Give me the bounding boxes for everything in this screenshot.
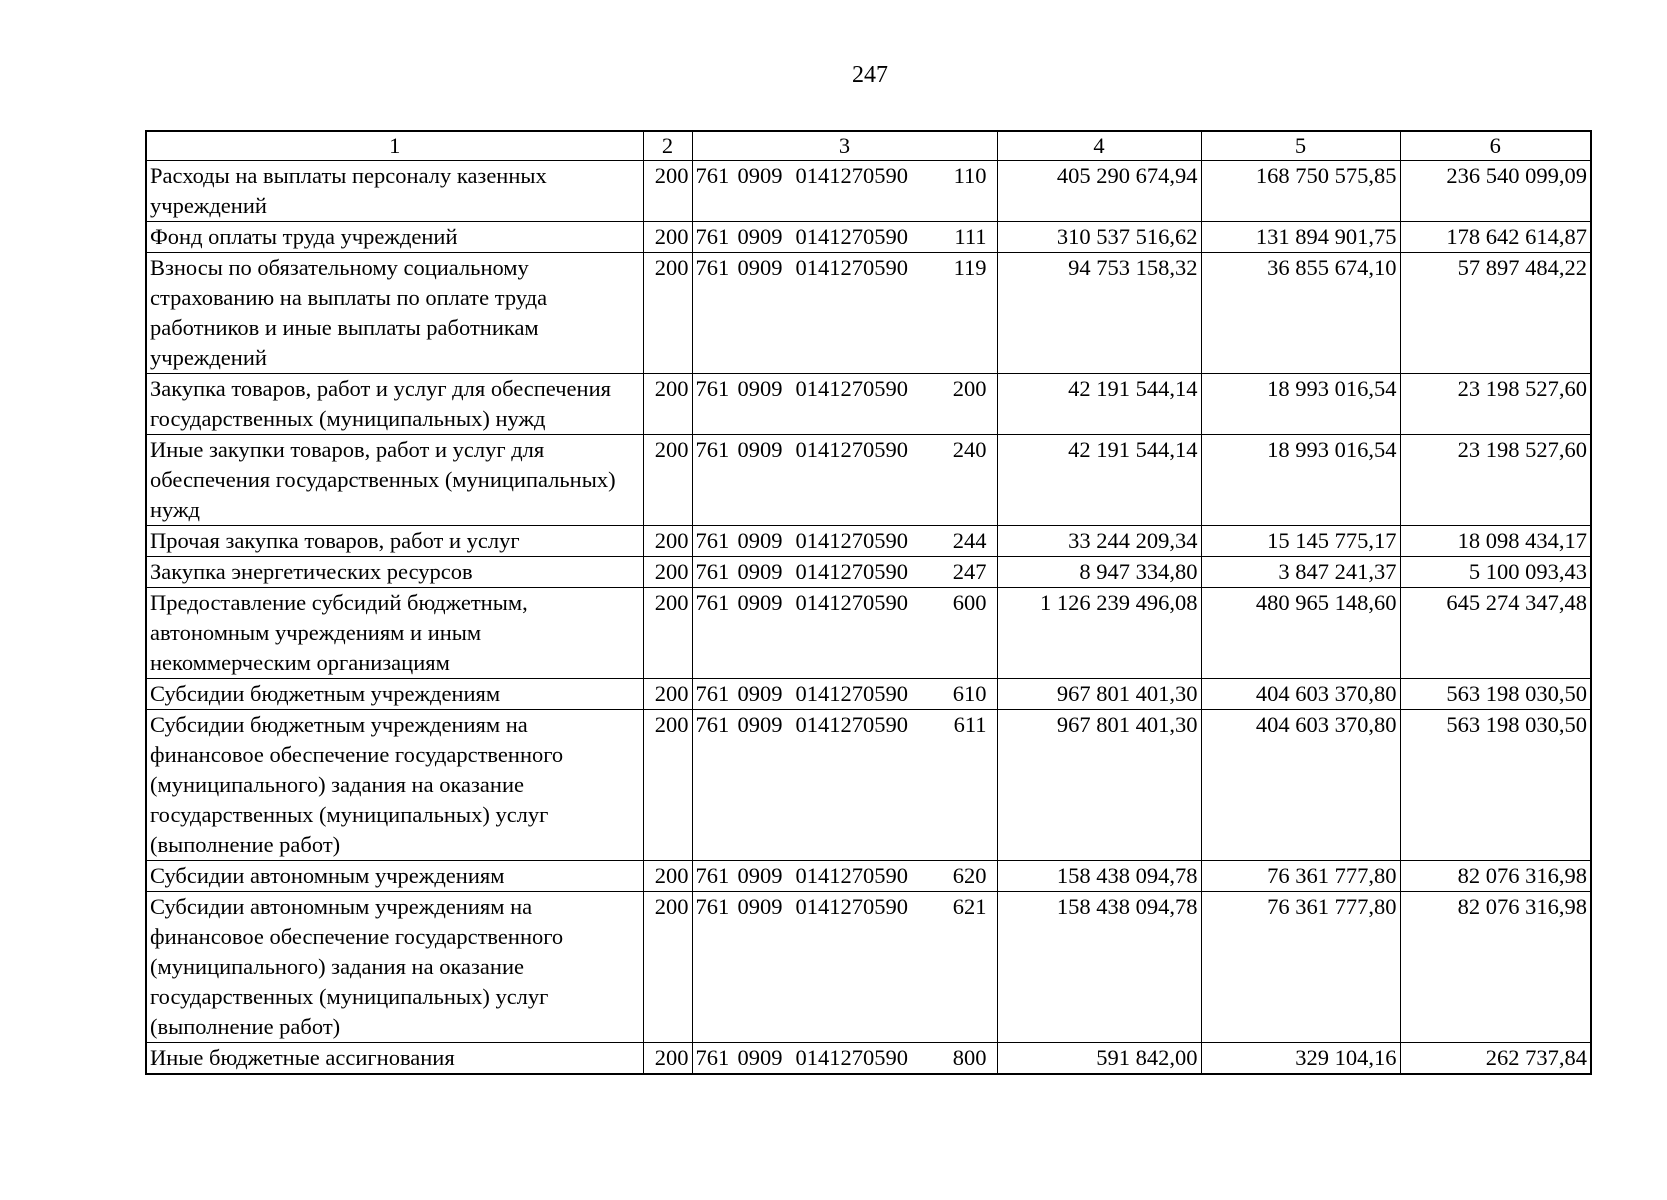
- table-row: [146, 222, 1591, 253]
- amount-cell: 82 076 316,98: [1400, 892, 1591, 1043]
- code-cell: 200: [643, 222, 692, 253]
- classification-code-cell: [692, 526, 997, 557]
- amount-cell: 94 753 158,32: [997, 253, 1201, 374]
- amount-cell: 82 076 316,98: [1400, 861, 1591, 892]
- expense-name-cell: Иные бюджетные ассигнования: [146, 1043, 643, 1075]
- code-part: 761: [695, 163, 730, 188]
- amount-cell: 42 191 544,14: [997, 435, 1201, 526]
- code-part: 247: [952, 559, 987, 584]
- column-header: 1: [146, 131, 643, 161]
- code-part: 761: [695, 528, 730, 553]
- code-part: 0141270590: [795, 863, 908, 888]
- column-header: 4: [997, 131, 1201, 161]
- code-part: 111: [954, 224, 987, 249]
- code-part: 240: [952, 437, 987, 462]
- amount-cell: 18 993 016,54: [1201, 374, 1400, 435]
- amount-cell: 158 438 094,78: [997, 861, 1201, 892]
- code-part: 0909: [737, 712, 783, 737]
- column-header: 5: [1201, 131, 1400, 161]
- expense-name-cell: Иные закупки товаров, работ и услуг для обеспечения государственных (муниципальных) нужд: [146, 435, 643, 526]
- code-part: 0141270590: [795, 590, 908, 615]
- classification-code-cell: [692, 435, 997, 526]
- amount-cell: 18 098 434,17: [1400, 526, 1591, 557]
- expense-name-cell: Фонд оплаты труда учреждений: [146, 222, 643, 253]
- code-part: 761: [695, 255, 730, 280]
- code-part: 761: [695, 863, 730, 888]
- code-cell: 200: [643, 588, 692, 679]
- code-part: 0141270590: [795, 376, 908, 401]
- code-cell: 200: [643, 161, 692, 222]
- table-row: [146, 679, 1591, 710]
- amount-cell: 57 897 484,22: [1400, 253, 1591, 374]
- amount-cell: 563 198 030,50: [1400, 679, 1591, 710]
- expense-name-cell: Предоставление субсидий бюджетным, автономным учреждениям и иным некоммерческим организациям: [146, 588, 643, 679]
- code-part: 0909: [737, 376, 783, 401]
- code-cell: 200: [643, 710, 692, 861]
- classification-code-cell: [692, 161, 997, 222]
- table-row: [146, 861, 1591, 892]
- amount-cell: 168 750 575,85: [1201, 161, 1400, 222]
- header-row: [146, 131, 1591, 161]
- code-part: 0141270590: [795, 163, 908, 188]
- classification-code-cell: [692, 710, 997, 861]
- amount-cell: 3 847 241,37: [1201, 557, 1400, 588]
- classification-code-cell: [692, 374, 997, 435]
- expense-name-cell: Субсидии бюджетным учреждениям: [146, 679, 643, 710]
- table-row: [146, 710, 1591, 861]
- classification-code-cell: [692, 557, 997, 588]
- amount-cell: 967 801 401,30: [997, 679, 1201, 710]
- classification-code-cell: [692, 861, 997, 892]
- expense-name-cell: Расходы на выплаты персоналу казенных учреждений: [146, 161, 643, 222]
- code-cell: 200: [643, 861, 692, 892]
- code-part: 0909: [737, 559, 783, 584]
- amount-cell: 42 191 544,14: [997, 374, 1201, 435]
- code-part: 0141270590: [795, 437, 908, 462]
- code-part: 761: [695, 376, 730, 401]
- classification-code-cell: [692, 892, 997, 1043]
- amount-cell: 23 198 527,60: [1400, 435, 1591, 526]
- amount-cell: 23 198 527,60: [1400, 374, 1591, 435]
- amount-cell: 36 855 674,10: [1201, 253, 1400, 374]
- table-row: [146, 161, 1591, 222]
- code-cell: 200: [643, 1043, 692, 1075]
- amount-cell: 131 894 901,75: [1201, 222, 1400, 253]
- code-part: 761: [695, 224, 730, 249]
- code-part: 761: [695, 590, 730, 615]
- amount-cell: 8 947 334,80: [997, 557, 1201, 588]
- classification-code-cell: [692, 679, 997, 710]
- amount-cell: 76 361 777,80: [1201, 892, 1400, 1043]
- table-row: [146, 374, 1591, 435]
- table-row: [146, 557, 1591, 588]
- expense-name-cell: Взносы по обязательному социальному страхованию на выплаты по оплате труда работников и иные выплаты работникам учреждений: [146, 253, 643, 374]
- expense-name-cell: Закупка товаров, работ и услуг для обеспечения государственных (муниципальных) нужд: [146, 374, 643, 435]
- code-part: 611: [953, 712, 987, 737]
- code-part: 0909: [737, 224, 783, 249]
- amount-cell: 236 540 099,09: [1400, 161, 1591, 222]
- amount-cell: 5 100 093,43: [1400, 557, 1591, 588]
- code-part: 0909: [737, 163, 783, 188]
- code-part: 610: [952, 681, 987, 706]
- amount-cell: 404 603 370,80: [1201, 710, 1400, 861]
- code-cell: 200: [643, 374, 692, 435]
- code-part: 620: [952, 863, 987, 888]
- classification-code-cell: [692, 588, 997, 679]
- code-part: 0909: [737, 1045, 783, 1070]
- expense-name-cell: Субсидии автономным учреждениям: [146, 861, 643, 892]
- code-part: 244: [952, 528, 987, 553]
- code-part: 0909: [737, 528, 783, 553]
- column-header: 3: [692, 131, 997, 161]
- code-part: 0141270590: [795, 1045, 908, 1070]
- code-part: 761: [695, 894, 730, 919]
- classification-code-cell: [692, 222, 997, 253]
- amount-cell: 645 274 347,48: [1400, 588, 1591, 679]
- amount-cell: 178 642 614,87: [1400, 222, 1591, 253]
- code-part: 0909: [737, 255, 783, 280]
- table-row: [146, 526, 1591, 557]
- amount-cell: 405 290 674,94: [997, 161, 1201, 222]
- code-part: 0909: [737, 681, 783, 706]
- code-part: 119: [953, 255, 987, 280]
- code-part: 0909: [737, 590, 783, 615]
- amount-cell: 76 361 777,80: [1201, 861, 1400, 892]
- expense-name-cell: Субсидии автономным учреждениям на финансовое обеспечение государственного (муниципального) задания на оказание государственных (муниципальных) услуг (выполнение работ): [146, 892, 643, 1043]
- amount-cell: 967 801 401,30: [997, 710, 1201, 861]
- amount-cell: 33 244 209,34: [997, 526, 1201, 557]
- page-number: 247: [852, 62, 888, 88]
- column-header: 2: [643, 131, 692, 161]
- table-row: [146, 892, 1591, 1043]
- code-part: 800: [952, 1045, 987, 1070]
- amount-cell: 480 965 148,60: [1201, 588, 1400, 679]
- amount-cell: 158 438 094,78: [997, 892, 1201, 1043]
- code-part: 761: [695, 559, 730, 584]
- table-row: [146, 253, 1591, 374]
- amount-cell: 310 537 516,62: [997, 222, 1201, 253]
- code-part: 0141270590: [795, 559, 908, 584]
- code-cell: 200: [643, 435, 692, 526]
- amount-cell: 15 145 775,17: [1201, 526, 1400, 557]
- code-part: 761: [695, 681, 730, 706]
- expense-name-cell: Субсидии бюджетным учреждениям на финансовое обеспечение государственного (муниципального) задания на оказание государственных (муниципальных) услуг (выполнение работ): [146, 710, 643, 861]
- amount-cell: 18 993 016,54: [1201, 435, 1400, 526]
- code-part: 761: [695, 712, 730, 737]
- table-row: [146, 435, 1591, 526]
- code-part: 0141270590: [795, 681, 908, 706]
- table-row: [146, 588, 1591, 679]
- code-cell: 200: [643, 253, 692, 374]
- column-header: 6: [1400, 131, 1591, 161]
- code-part: 600: [952, 590, 987, 615]
- code-part: 0909: [737, 863, 783, 888]
- code-cell: 200: [643, 892, 692, 1043]
- expense-name-cell: Прочая закупка товаров, работ и услуг: [146, 526, 643, 557]
- code-part: 110: [953, 163, 987, 188]
- amount-cell: 1 126 239 496,08: [997, 588, 1201, 679]
- amount-cell: 563 198 030,50: [1400, 710, 1591, 861]
- code-part: 0141270590: [795, 712, 908, 737]
- code-part: 0141270590: [795, 224, 908, 249]
- code-cell: 200: [643, 679, 692, 710]
- amount-cell: 262 737,84: [1400, 1043, 1591, 1075]
- code-part: 0141270590: [795, 528, 908, 553]
- classification-code-cell: [692, 1043, 997, 1075]
- code-part: 0141270590: [795, 255, 908, 280]
- code-part: 761: [695, 437, 730, 462]
- code-part: 621: [952, 894, 987, 919]
- code-part: 200: [952, 376, 987, 401]
- code-part: 0141270590: [795, 894, 908, 919]
- code-cell: 200: [643, 557, 692, 588]
- table-row: [146, 1043, 1591, 1075]
- code-part: 761: [695, 1045, 730, 1070]
- classification-code-cell: [692, 253, 997, 374]
- amount-cell: 591 842,00: [997, 1043, 1201, 1075]
- code-part: 0909: [737, 437, 783, 462]
- amount-cell: 404 603 370,80: [1201, 679, 1400, 710]
- code-part: 0909: [737, 894, 783, 919]
- budget-table: [145, 130, 1592, 1075]
- expense-name-cell: Закупка энергетических ресурсов: [146, 557, 643, 588]
- amount-cell: 329 104,16: [1201, 1043, 1400, 1075]
- code-cell: 200: [643, 526, 692, 557]
